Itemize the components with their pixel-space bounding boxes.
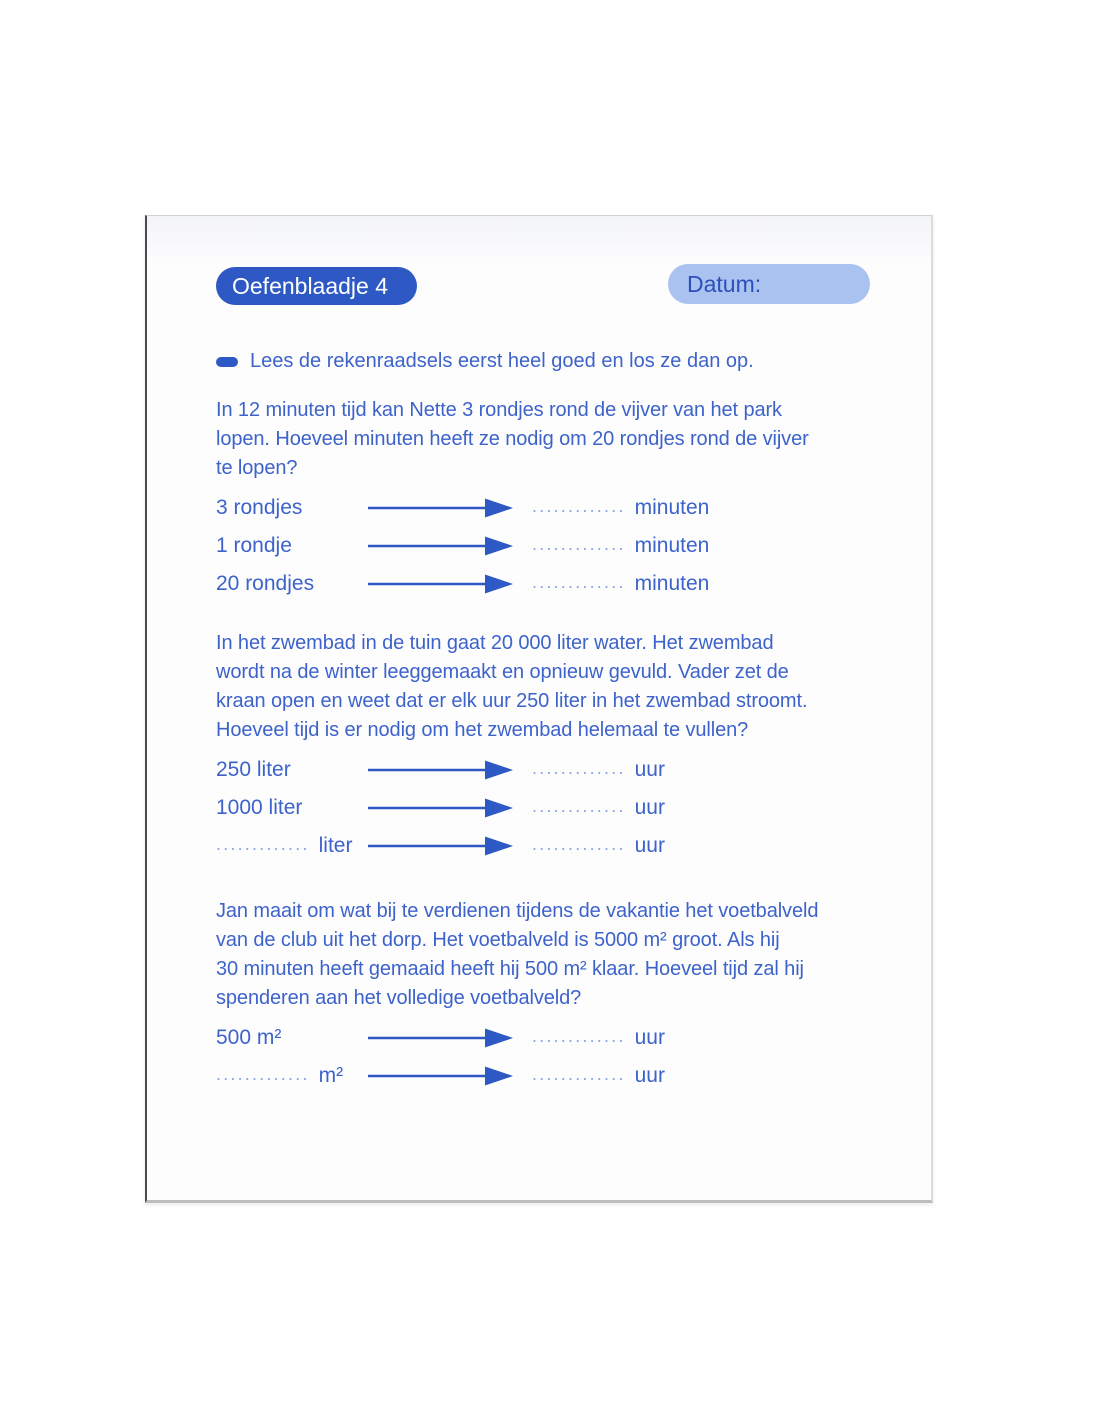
conversion-row <box>216 527 866 565</box>
answer-area <box>532 534 709 558</box>
instruction-line <box>216 347 866 376</box>
conversion-rows <box>216 1019 866 1095</box>
arrow-right-icon <box>367 797 513 819</box>
answer-blank-dots: ............. <box>532 757 626 778</box>
instruction-text: Lees de rekenraadsels eerst heel goed en los ze dan op. <box>250 350 754 372</box>
row-label <box>216 496 367 520</box>
problem-text-line: te lopen? <box>216 457 298 479</box>
unit-label: uur <box>634 1026 665 1049</box>
unit-label: minuten <box>634 534 710 557</box>
worksheet-header <box>216 267 866 307</box>
arrow-right-icon <box>367 535 513 557</box>
problem-text-line: In het zwembad in de tuin gaat 20 000 liter water. Het zwembad <box>216 632 774 654</box>
conversion-row <box>216 789 866 827</box>
conversion-row <box>216 1019 866 1057</box>
answer-area <box>532 1026 665 1050</box>
conversion-row <box>216 827 866 865</box>
answer-blank-dots: ............. <box>532 571 626 592</box>
row-label-text: 20 rondjes <box>216 572 315 595</box>
dash-bullet-icon <box>216 357 238 367</box>
unit-label: minuten <box>634 572 710 595</box>
conversion-rows <box>216 751 866 865</box>
unit-label: uur <box>634 834 665 857</box>
answer-area <box>532 796 665 820</box>
problem-text-line: Jan maait om wat bij te verdienen tijdens de vakantie het voetbalveld <box>216 900 819 922</box>
date-pill <box>668 264 870 304</box>
row-label <box>216 572 367 596</box>
answer-area <box>532 496 709 520</box>
answer-area <box>532 758 665 782</box>
arrow-right-icon <box>367 497 513 519</box>
problem-text-line: kraan open en weet dat er elk uur 250 liter in het zwembad stroomt. <box>216 690 808 712</box>
problem-block <box>216 629 866 865</box>
problem-block <box>216 897 866 1095</box>
worksheet-content <box>147 216 866 1095</box>
answer-blank-dots: ............. <box>532 1025 626 1046</box>
conversion-row <box>216 565 866 603</box>
row-label-text: 250 liter <box>216 758 291 781</box>
row-label-text: m² <box>318 1064 344 1087</box>
arrow-right-icon <box>367 573 513 595</box>
problem-text <box>216 897 866 1013</box>
row-label <box>216 758 367 782</box>
row-label-text: liter <box>318 834 353 857</box>
problem-block <box>216 396 866 603</box>
arrow-right-icon <box>367 759 513 781</box>
problem-text-line: spenderen aan het volledige voetbalveld? <box>216 987 582 1009</box>
conversion-row <box>216 1057 866 1095</box>
row-label <box>216 1064 367 1088</box>
unit-label: minuten <box>634 496 710 519</box>
answer-blank-dots: ............. <box>532 833 626 854</box>
problem-text-line: lopen. Hoeveel minuten heeft ze nodig om 20 rondjes rond de vijver <box>216 428 809 450</box>
worksheet-title-pill <box>216 267 417 305</box>
label-blank-dots: ............. <box>216 1064 310 1084</box>
problem-text-line: 30 minuten heeft gemaaid heeft hij 500 m² klaar. Hoeveel tijd zal hij <box>216 958 804 980</box>
arrow-right-icon <box>367 835 513 857</box>
row-label <box>216 834 367 858</box>
problem-text <box>216 396 866 483</box>
problems-list <box>216 396 866 1095</box>
conversion-rows <box>216 489 866 603</box>
row-label-text: 3 rondjes <box>216 496 303 519</box>
problem-text <box>216 629 866 745</box>
row-label-text: 1000 liter <box>216 796 303 819</box>
label-blank-dots: ............. <box>216 834 310 854</box>
answer-blank-dots: ............. <box>532 533 626 554</box>
row-label <box>216 796 367 820</box>
arrow-right-icon <box>367 1027 513 1049</box>
row-label-text: 500 m² <box>216 1026 282 1049</box>
row-label-text: 1 rondje <box>216 534 292 557</box>
unit-label: uur <box>634 758 665 781</box>
answer-area <box>532 834 665 858</box>
answer-blank-dots: ............. <box>532 795 626 816</box>
conversion-row <box>216 489 866 527</box>
problem-text-line: wordt na de winter leeggemaakt en opnieuw gevuld. Vader zet de <box>216 661 789 683</box>
problem-text-line: van de club uit het dorp. Het voetbalveld is 5000 m² groot. Als hij <box>216 929 780 951</box>
row-label <box>216 1026 367 1050</box>
problem-text-line: In 12 minuten tijd kan Nette 3 rondjes rond de vijver van het park <box>216 399 782 421</box>
arrow-right-icon <box>367 1065 513 1087</box>
problem-text-line: Hoeveel tijd is er nodig om het zwembad helemaal te vullen? <box>216 719 749 741</box>
answer-area <box>532 1064 665 1088</box>
unit-label: uur <box>634 1064 665 1087</box>
answer-blank-dots: ............. <box>532 495 626 516</box>
row-label <box>216 534 367 558</box>
date-label: Datum: <box>687 270 762 297</box>
answer-blank-dots: ............. <box>532 1063 626 1084</box>
answer-area <box>532 572 709 596</box>
unit-label: uur <box>634 796 665 819</box>
worksheet-page <box>145 215 933 1203</box>
worksheet-title: Oefenblaadje 4 <box>232 272 389 299</box>
conversion-row <box>216 751 866 789</box>
